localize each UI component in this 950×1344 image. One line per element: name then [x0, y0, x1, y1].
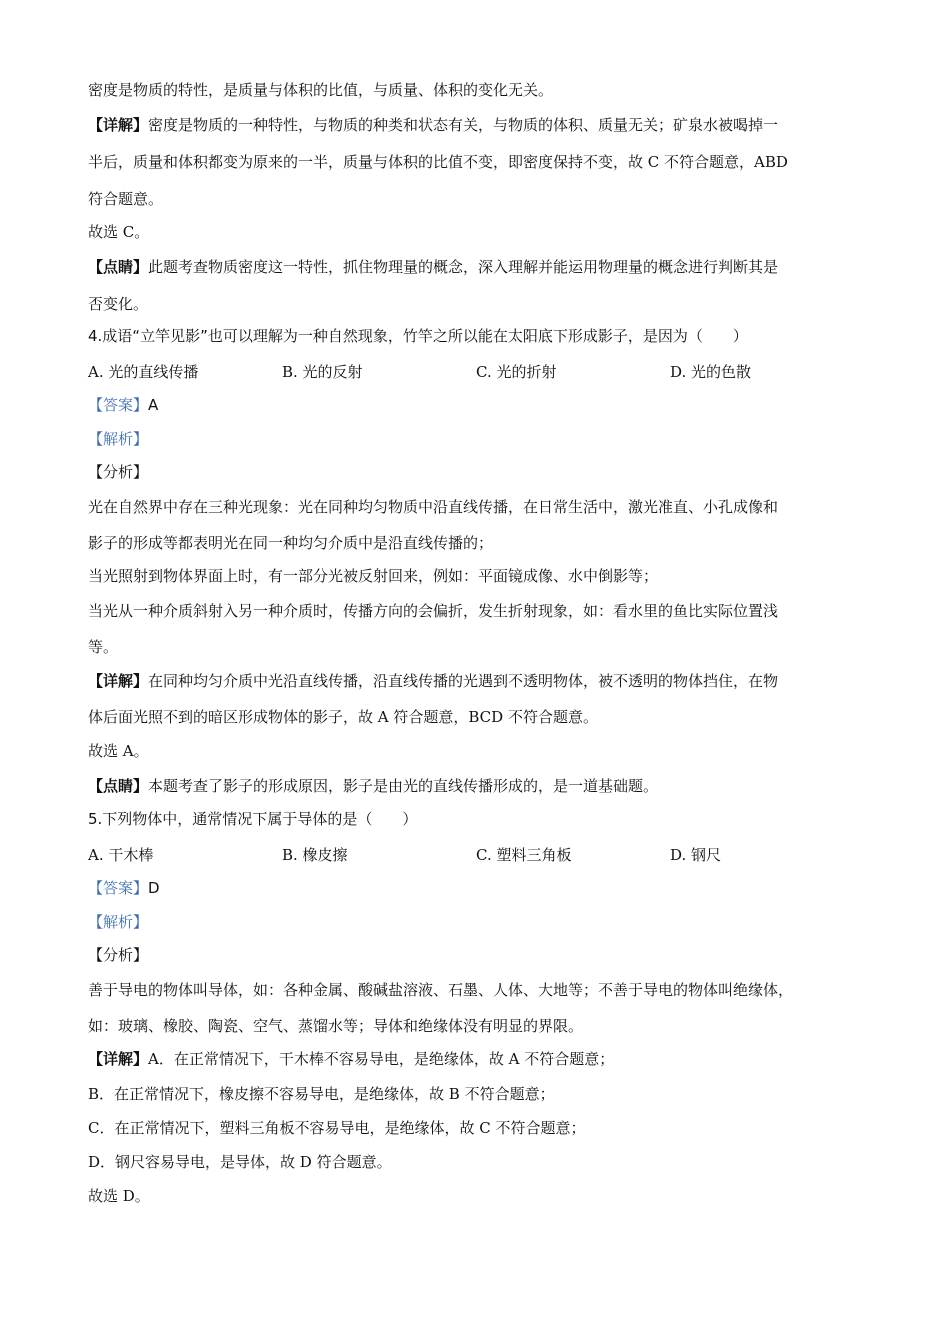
q4-choose: 故选 A。 [88, 742, 149, 760]
q4-answer-line [88, 395, 158, 415]
q5-detail-line-b: B．在正常情况下，橡皮擦不容易导电，是绝缘体，故 B 不符合题意； [88, 1085, 555, 1103]
q3-comment-label: 【点睛】 [88, 258, 149, 276]
q4-detail-line-1: 【详解】在同种均匀介质中光沿直线传播，沿直线传播的光遇到不透明物体，被不透明的物体挡住，在物 [88, 672, 779, 690]
q4-analysis-line-1: 光在自然界中存在三种光现象：光在同种均匀物质中沿直线传播，在日常生活中，激光准直、小孔成像和 [88, 498, 779, 516]
q5-question: 5.下列物体中，通常情况下属于导体的是（ ） [88, 810, 418, 828]
q5-option-b: B. 橡皮擦 [282, 846, 348, 864]
q5-option-d: D. 钢尺 [670, 846, 722, 864]
q5-answer: D [148, 879, 160, 897]
q3-detail-label: 【详解】 [88, 116, 149, 134]
q4-analysis-line-4: 当光从一种介质斜射入另一种介质时，传播方向的会偏折，发生折射现象，如：看水里的鱼比实际位置浅 [88, 602, 779, 620]
q4-option-a: A. 光的直线传播 [88, 363, 199, 381]
q3-detail-line-3: 符合题意。 [88, 190, 164, 208]
q5-detail-label: 【详解】 [88, 1050, 149, 1068]
q5-option-c: C. 塑料三角板 [476, 846, 572, 864]
q5-answer-line [88, 878, 160, 898]
q4-analysis-line-3: 当光照射到物体界面上时，有一部分光被反射回来，例如：平面镜成像、水中倒影等； [88, 567, 659, 585]
q4-detail-label: 【详解】 [88, 672, 149, 690]
q4-answer: A [148, 396, 159, 414]
q3-analysis-line: 密度是物质的特性，是质量与体积的比值，与质量、体积的变化无关。 [88, 81, 554, 99]
q4-comment-line: 【点睛】本题考查了影子的形成原因，影子是由光的直线传播形成的，是一道基础题。 [88, 777, 659, 795]
q5-answer-label: 【答案】 [88, 879, 149, 897]
q4-option-d: D. 光的色散 [670, 363, 752, 381]
q4-comment-label: 【点睛】 [88, 777, 149, 795]
q5-analysis-label: 【分析】 [88, 946, 149, 964]
q4-option-c: C. 光的折射 [476, 363, 557, 381]
q3-detail-line-2: 半后，质量和体积都变为原来的一半，质量与体积的比值不变，即密度保持不变，故 C 不符合题意，ABD [88, 153, 788, 171]
q4-analysis-line-5: 等。 [88, 638, 119, 656]
q5-detail-line-c: C．在正常情况下，塑料三角板不容易导电，是绝缘体，故 C 不符合题意； [88, 1119, 586, 1137]
q5-detail-line-d: D．钢尺容易导电，是导体，故 D 符合题意。 [88, 1153, 392, 1171]
q4-answer-label: 【答案】 [88, 396, 149, 414]
q5-analysis-line-1: 善于导电的物体叫导体，如：各种金属、酸碱盐溶液、石墨、人体、大地等；不善于导电的物体叫绝缘体， [88, 981, 794, 999]
q4-option-b: B. 光的反射 [282, 363, 363, 381]
q3-detail-line-1: 【详解】密度是物质的一种特性，与物质的种类和状态有关，与物质的体积、质量无关；矿泉水被喝掉一 [88, 116, 779, 134]
q5-option-a: A. 干木棒 [88, 846, 154, 864]
q4-explain-label: 【解析】 [88, 430, 149, 448]
q4-detail-line-2: 体后面光照不到的暗区形成物体的影子，故 A 符合题意，BCD 不符合题意。 [88, 708, 598, 726]
q5-detail-line-a: 【详解】A．在正常情况下，干木棒不容易导电，是绝缘体，故 A 不符合题意； [88, 1050, 615, 1068]
q4-analysis-line-2: 影子的形成等都表明光在同一种均匀介质中是沿直线传播的； [88, 534, 494, 552]
q4-analysis-label: 【分析】 [88, 463, 149, 481]
q3-choose: 故选 C。 [88, 223, 150, 241]
q5-explain-label: 【解析】 [88, 913, 149, 931]
q4-question: 4.成语“立竿见影”也可以理解为一种自然现象，竹竿之所以能在太阳底下形成影子，是因为（ ） [88, 327, 748, 345]
q5-choose: 故选 D。 [88, 1187, 150, 1205]
q3-comment-line-2: 否变化。 [88, 295, 149, 313]
q5-analysis-line-2: 如：玻璃、橡胶、陶瓷、空气、蒸馏水等；导体和绝缘体没有明显的界限。 [88, 1017, 584, 1035]
q3-comment-line-1: 【点睛】此题考查物质密度这一特性，抓住物理量的概念，深入理解并能运用物理量的概念进行判断其是 [88, 258, 779, 276]
